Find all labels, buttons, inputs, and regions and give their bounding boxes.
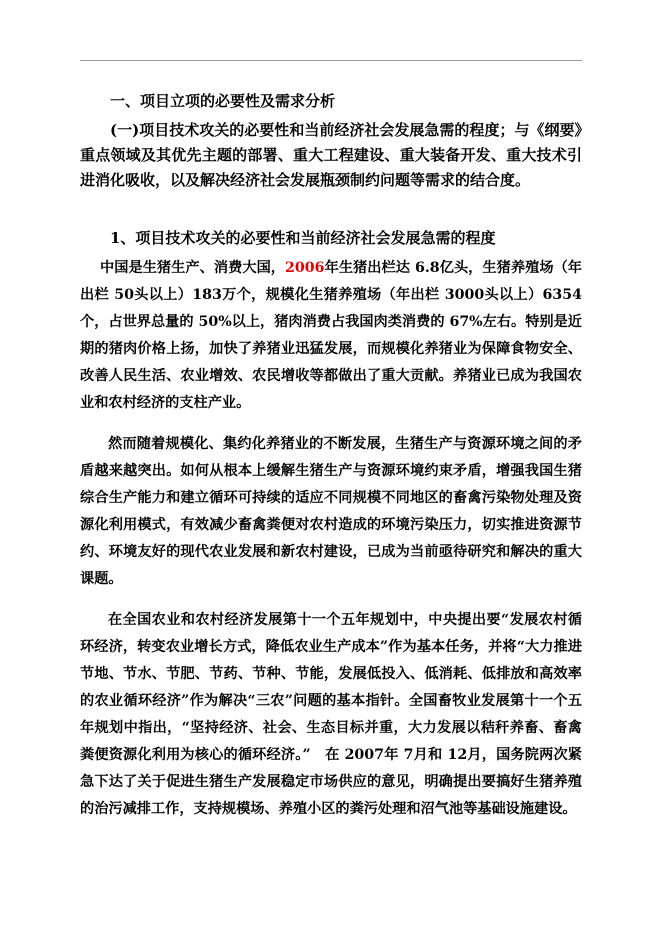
document-body <box>80 88 582 823</box>
section-heading: 一、项目立项的必要性及需求分析 <box>110 92 336 110</box>
highlighted-year: 2006 <box>285 260 325 276</box>
item-heading: 1、项目技术攻关的必要性和当前经济社会发展急需的程度 <box>110 229 496 247</box>
paragraph-3: 在全国农业和农村经济发展第十一个五年规划中，中央提出要“发展农村循环经济，转变农业增长方式，降低农业生产成本”作为基本任务，并将“大力推进节地、节水、节肥、节药、节种、节能，发展低投入、低消耗、低排放和高效率的农业循环经济”作为解决“三农”问题的基本指针。全国畜牧业发展第十一个五年规划中指出，“坚持经济、社会、生态目标并重，大力发展以秸秆养畜、畜禽粪便资源化利用为核心的循环经济。” 在 2007年 7月和 12月，国务院两次紧急下达了关于促进生猪生产发展稳定市场供应的意见，明确提出要搞好生猪养殖的治污减排工作，支持规模场、养殖小区的粪污处理和沼气池等基础设施建设。 <box>80 612 582 817</box>
paragraph-2: 然而随着规模化、集约化养猪业的不断发展，生猪生产与资源环境之间的矛盾越来越突出。如何从根本上缓解生猪生产与资源环境约束矛盾，增强我国生猪综合生产能力和建立循环可持续的适应不同规模不同地区的畜禽污染物处理及资源化利用模式，有效减少畜禽粪便对农村造成的环境污染压力，切实推进资源节约、环境友好的现代农业发展和新农村建设，已成为当前亟待研究和解决的重大课题。 <box>80 436 582 587</box>
paragraph-1 <box>80 255 582 417</box>
subsection-heading: (一)项目技术攻关的必要性和当前经济社会发展急需的程度；与《纲要》重点领域及其优先主题的部署、重大工程建设、重大装备开发、重大技术引进消化吸收，以及解决经济社会发展瓶颈制约问题等需求的结合度。 <box>80 121 582 189</box>
paragraph-1-lead: 中国是生猪生产、消费大国， <box>100 260 286 276</box>
paragraph-1-rest: 年生猪出栏达 6.8亿头，生猪养殖场（年出栏 50头以上）183万个，规模化生猪养殖场（年出栏 3000头以上）6354个，占世界总量的 50%以上，猪肉消费占我国肉类消费的 67%左右。特别是近期的猪肉价格上扬，加快了养猪业迅猛发展，而规模化养猪业为保障食物安全、改善人民生活、农业增效、农民增收等都做出了重大贡献。养猪业已成为我国农业和农村经济的支柱产业。 <box>80 260 582 411</box>
header-rule <box>80 60 582 61</box>
